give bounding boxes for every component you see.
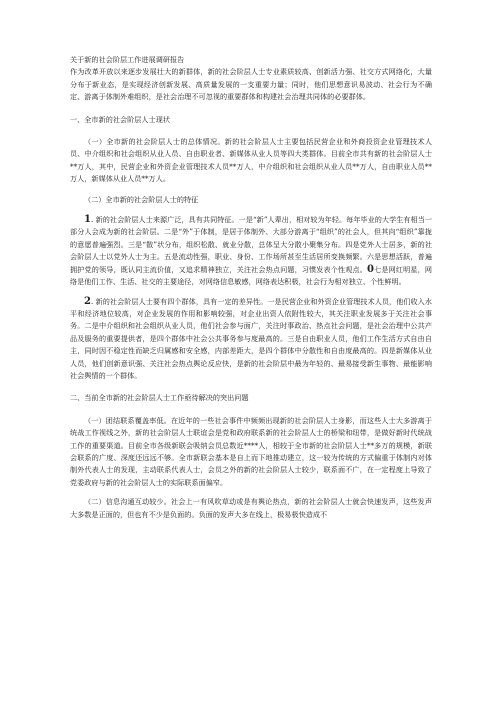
feature-1-tail-text: 七是网红明星，网络是他们工作、生活、社交的主要途径，对网络信息敏感，网络表达积极，社会行为相对独立、个性鲜明。 [70,264,433,287]
section-2-1-paragraph [70,415,432,489]
document-body [70,54,432,521]
section-1-heading: 一、全市新的社会阶层人士现状 [70,114,171,124]
section-2-2-body: 社会上一有风吹草动或是有舆论热点，新的社会阶层人士就会快速发声，这些发声大多数是正面的，但也有不少是负面的。负面的发声大多在线上，极易极快造成不 [70,497,432,519]
document-title: 关于新的社会阶层工作进展调研报告 [70,55,185,64]
feature-1-number: 1 [84,214,92,226]
feature-paragraph-2 [70,296,432,383]
section-2-1-heading: （一）团结联系覆盖率低。 [84,415,172,425]
section-2-2-heading: （二）信息沟通互动较少。 [84,497,172,507]
section-1-1-paragraph [70,136,432,186]
section-1-1-body: 新的社会阶层人士主要包括民营企业和外商投资企业管理技术人员、中介组织和社会组织从业人员、自由职业者、新媒体从业人员等四大类群体。目前全市共有新的社会阶层人士**万人，其中，民营企业和外资企业管理技术人员**万人，中介组织和社会组织从业人员**万人，自由职业人员**万人，新媒体从业人员**万人。 [70,137,433,184]
intro-paragraph: 作为改革开放以来逐步发展壮大的新群体，新的社会阶层人士专业素质较高、创新活力强、社交方式网络化，大量分布于新业态，是实现经济创新发展、高质量发展的一支重要力量；同时，他们思想意识易波动、社会行为不确定、游离于体制外难组织，是社会治理不可忽视的重要群体和构建社会治理共同体的必要群体。 [70,67,432,102]
section-2-1-body: 在近年的一些社会事件中频频出现新的社会阶层人士身影，而这些人士大多游离于统战工作视线之外，新的社会阶层人士联谊会是党和政府联系新的社会阶层人士的桥梁和纽带，是做好新时代统战工作的重要渠道。目前全市各级新联会吸纳会员总数近****人，相较于全市新的社会阶层人士**多万的规模，新联会联系的广度、深度还远远不够。全市新联会基本是自上而下地推动建立，这一较为传统的方式偏重于体制内对体制外代表人士的发现，主动联系代表人士，会员之外的新的社会阶层人士较少，联系面不广，在一定程度上导致了党委政府与新的社会阶层人士的实际联系面偏窄。 [70,415,432,487]
section-2-heading: 二、当前全市新的社会阶层人士工作亟待解决的突出问题 [70,393,249,403]
feature-2-text: . 新的社会阶层人士要有四个群体，具有一定的差异性。一是民营企业和外资企业管理技术人员，他们收入水平和经济地位较高，对企业发展的作用和影响较强，对企业出资人依附性较大，其关注职业发展多于关注社会事务。二是中介组织和社会组织从业人员，他们社会参与面广，关注时事政治、热点社会问题，是社会治理中公共产品及服务的重要提供者，是四个群体中社会公共事务参与度最高的。三是自由职业人员，他们工作生活方式自由自主，同时因不稳定性而缺乏归属感和安全感，内部差距大，是四个群体中分散性和自由度最高的。四是新媒体从业人员，他们创新意识强、关注社会热点舆论反应快，是新的社会阶层中最为年轻的、最易接受新生事物、最能影响社会舆情的一个群体。 [70,296,432,380]
feature-1-text: . 新的社会阶层人士来源广泛，具有共同特征。一是“新”人辈出，相对较为年轻。每年毕业的大学生有相当一部分人会成为新的社会阶层。二是“外”于体制，是居于体制外、大部分游离于“组织”的社会人，但其向“组织”靠拢的意愿普遍强烈。三是“散”状分布，组织松散、就业分散，总体呈大分散小聚集分布。四是党外人士居多，新的社会阶层人士以党外人士为主。五是流动性强，职业、身份、工作场所甚至生活居所变换频繁。六是思想活跃，普遍拥护党的领导，既认同主流价值，又追求精神独立，关注社会热点问题，习惯发表个性观点。 [70,215,432,274]
feature-2-number: 2 [84,295,92,307]
section-1-1-heading: （一）全市新的社会阶层人士的总体情况。 [84,137,225,147]
feature-1-inline-number: 0 [367,263,375,275]
feature-paragraph-1 [70,214,432,288]
section-1-2-heading: （二）全市新的社会阶层人士的特征 [84,194,199,204]
section-2-2-paragraph [70,496,432,521]
